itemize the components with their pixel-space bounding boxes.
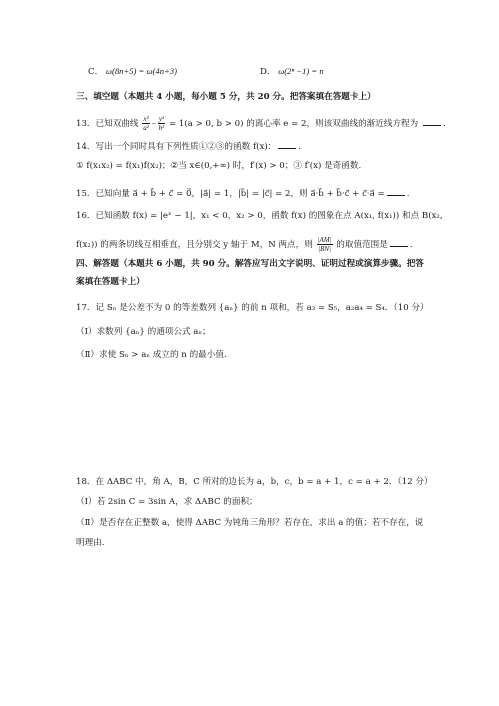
question-17-part-2: （Ⅱ）求使 Sₙ > aₙ 成立的 n 的最小值.: [76, 350, 227, 360]
q13-fraction-y: $\frac{\text{y²}}{\text{b²}}$: [158, 115, 165, 132]
question-16-line-2: f(x₂)) 的两条切线互相垂直，且分别交 y 轴于 M，N 两点，则 $\frac{|AM|}{|BN|}$ 的取值范围是 .: [76, 236, 413, 253]
question-18-part-2-line-1: （Ⅱ）是否存在正整数 a，使得 ΔABC 为钝角三角形？若存在，求出 a 的值；若不存在，说: [76, 518, 424, 528]
question-14-line-1: 14．写出一个同时具有下列性质①②③的函数 f(x)： .: [76, 142, 302, 152]
option-c-letter: C．: [88, 67, 104, 77]
question-17-part-1: （Ⅰ）求数列 {aₙ} 的通项公式 aₙ；: [76, 327, 211, 337]
option-d-formula: ω(2ⁿ −1) = n: [278, 66, 324, 76]
option-c: [88, 66, 177, 78]
question-17-stem: 17．记 Sₙ 是公差不为 0 的等差数列 {aₙ} 的前 n 项和，若 a₃ = S₅，a₂a₄ = S₄．（10 分）: [76, 303, 429, 313]
section-4-heading-line-2: 案填在答题卡上）: [76, 277, 145, 287]
question-18-part-1: （Ⅰ）若 2sin C = 3sin A，求 ΔABC 的面积；: [76, 497, 258, 507]
question-14-line-2: ① f(x₁x₂) = f(x₁)f(x₂)；②当 x∈(0,+∞) 时，f′(x) > 0；③ f′(x) 是奇函数.: [76, 161, 362, 171]
q16-answer-blank: [390, 238, 408, 247]
option-d-letter: D．: [260, 67, 276, 77]
q15-answer-blank: [387, 187, 405, 196]
question-15: 15．已知向量 a⃗ + b⃗ + c⃗ = 0⃗，|a⃗| = 1，|b⃗| = |c⃗| = 2，则 a⃗·b⃗ + b⃗·c⃗ + c⃗·a⃗ = .: [76, 189, 410, 199]
question-16-line-1: 16．已知函数 f(x) = |eˣ − 1|，x₁ < 0，x₂ > 0，函数 f(x) 的图象在点 A(x₁, f(x₁)) 和点 B(x₂,: [76, 211, 443, 221]
q13-prefix: 13．已知双曲线: [76, 119, 139, 129]
section-3-heading: 三、填空题（本题共 4 小题，每小题 5 分，共 20 分。把答案填在答题卡上）: [76, 92, 376, 102]
question-13: 13．已知双曲线 $\frac{\text{x²}}{\text{a²}}$ − $\frac{\text{y²}}{\text{b²}}$ = 1(a > 0, b > 0) 的离心率 e = 2，则该双曲线的渐近线方程为 .: [76, 115, 446, 132]
q16-fraction: $\frac{|AM|}{|BN|}$: [317, 236, 332, 253]
question-18-stem: 18．在 ΔABC 中，角 A，B，C 所对的边长为 a，b，c，b = a + 1，c = a + 2．（12 分）: [76, 477, 433, 487]
q13-fraction-x: $\frac{\text{x²}}{\text{a²}}$: [143, 115, 149, 132]
option-d: [260, 66, 324, 78]
q14-answer-blank: [278, 140, 296, 149]
question-18-part-2-line-2: 明理由.: [76, 538, 105, 548]
q13-suffix: = 1(a > 0, b > 0) 的离心率 e = 2，则该双曲线的渐近线方程为: [169, 119, 419, 129]
option-c-formula: ω(8n+5) = ω(4n+3): [105, 66, 177, 76]
q13-answer-blank: [423, 117, 441, 126]
q13-minus: −: [150, 118, 157, 128]
section-4-heading-line-1: 四、解答题（本题共 6 小题，共 90 分。解答应写出文字说明、证明过程或演算步骤。把答: [76, 259, 424, 269]
